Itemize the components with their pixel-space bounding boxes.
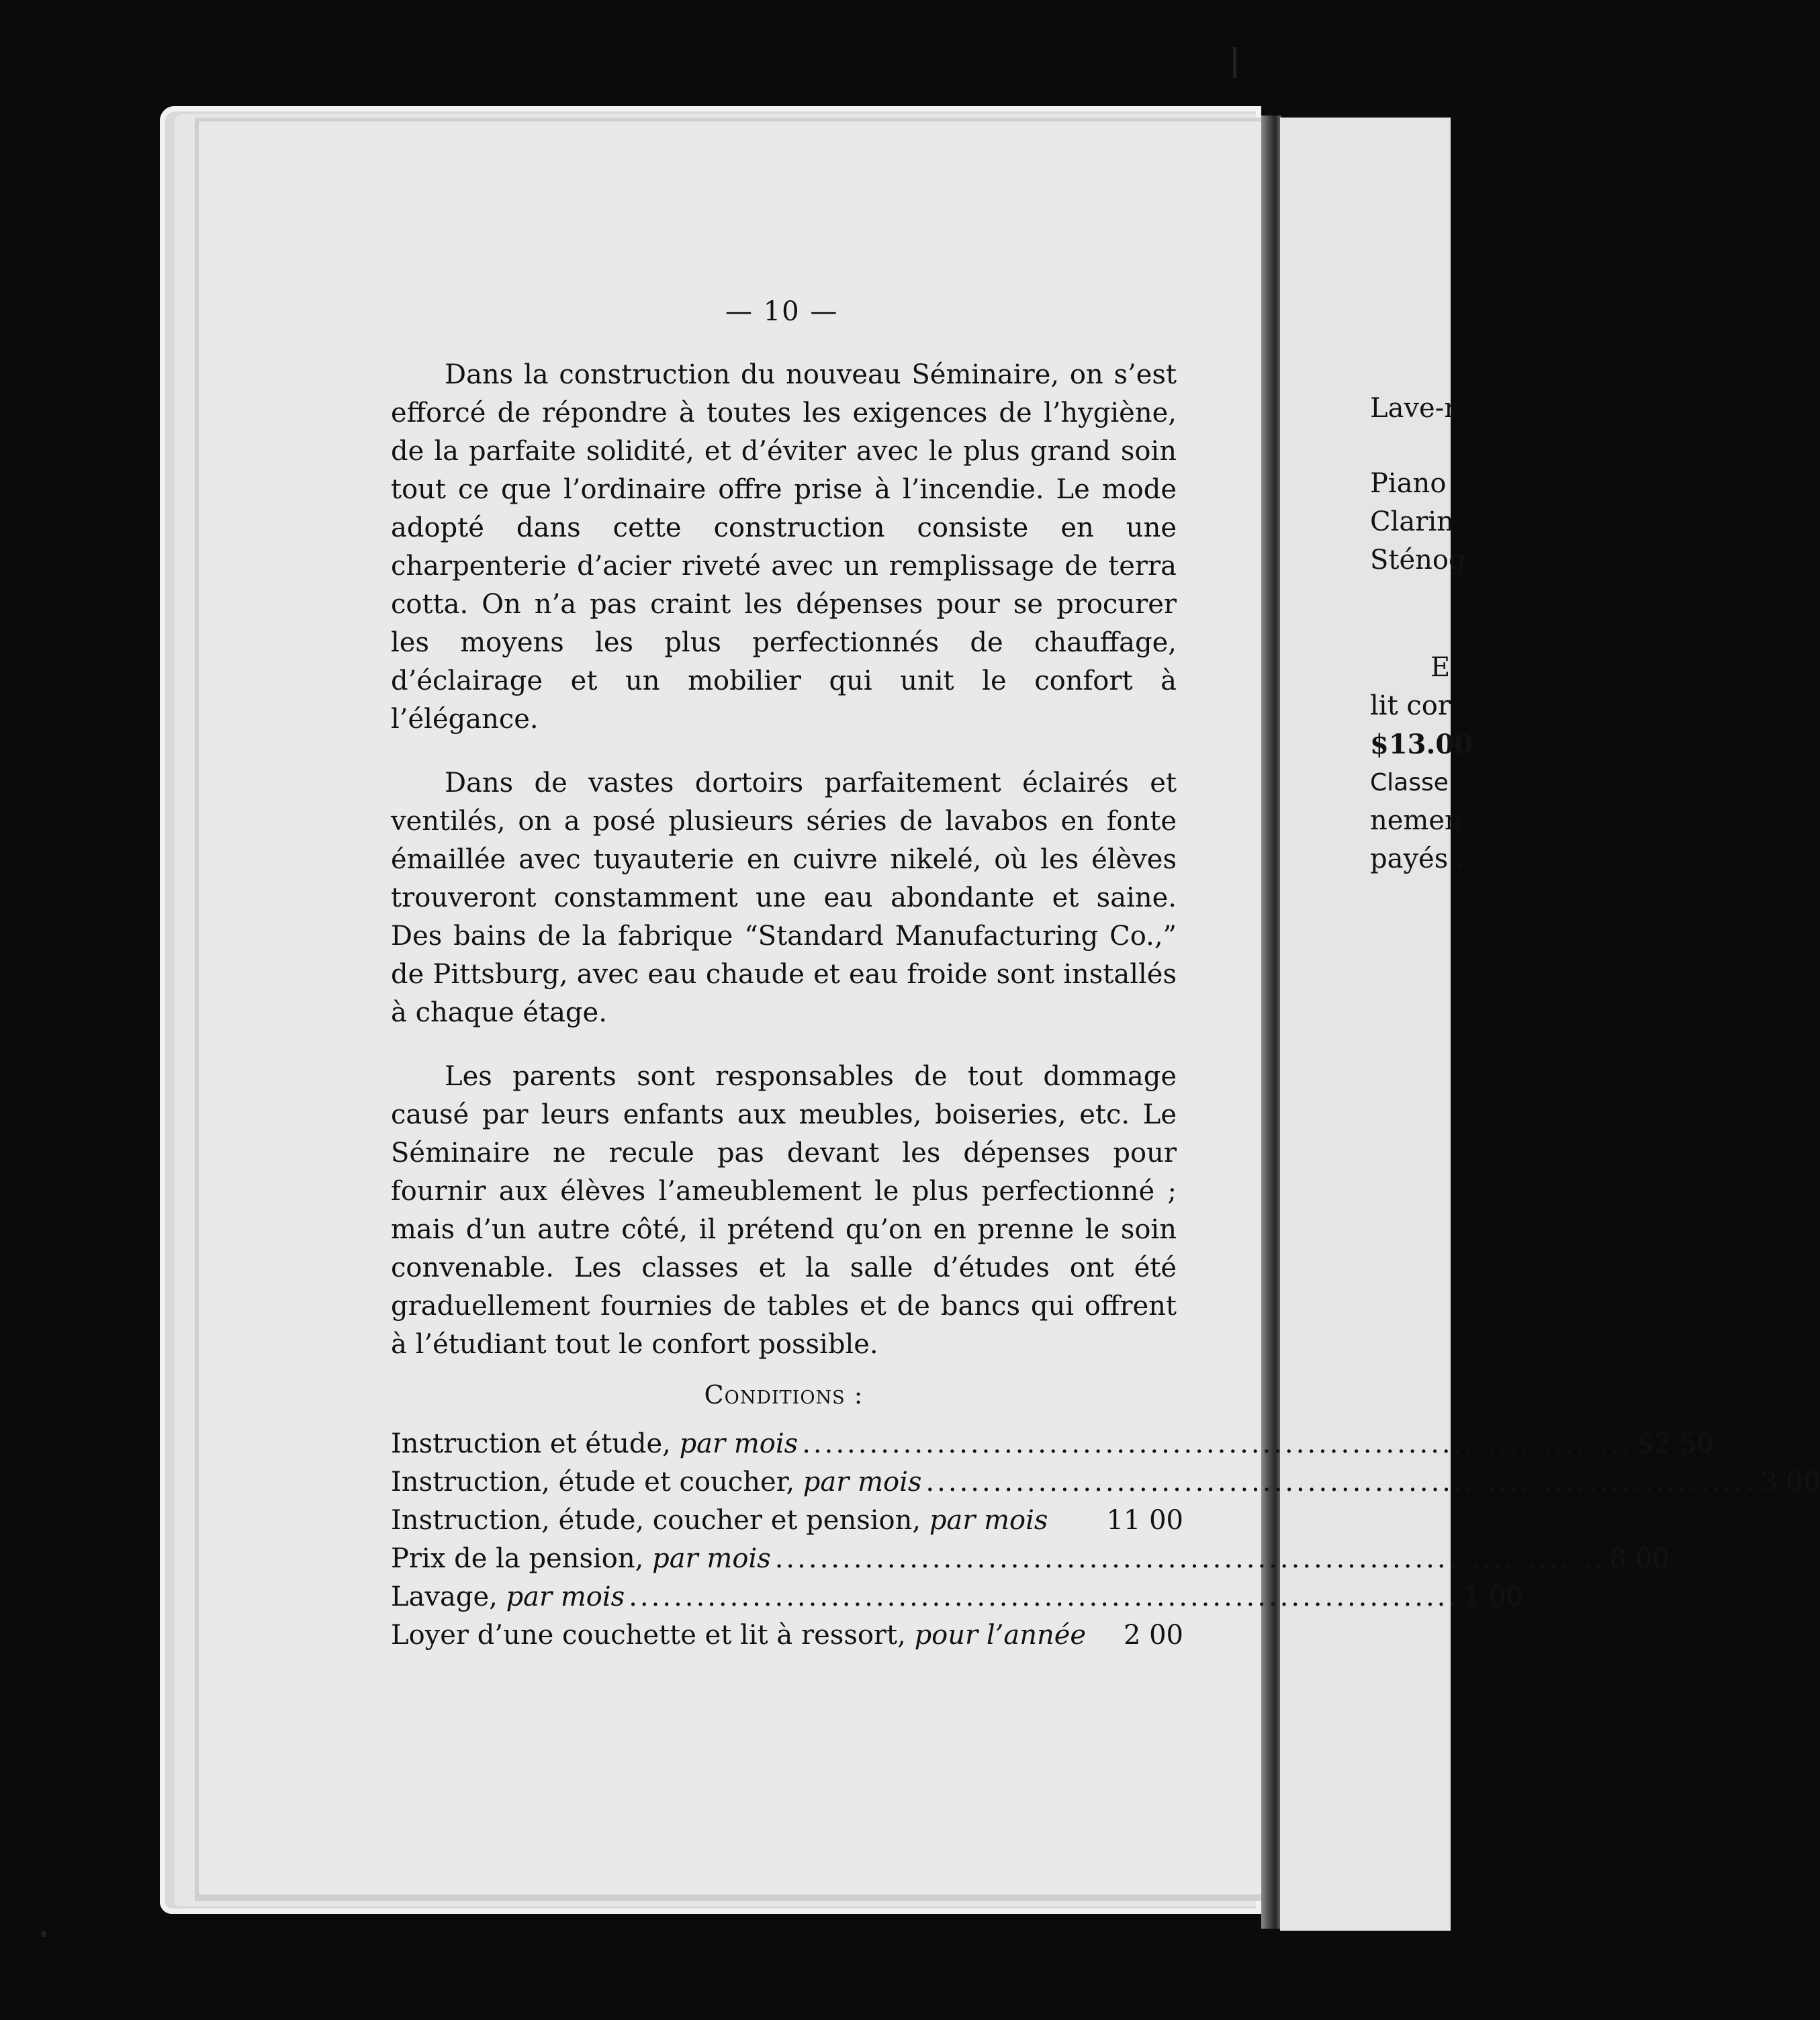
leader-dots: ..........................................................................: [802, 1428, 1633, 1459]
right-fragment: Classe: [1370, 769, 1449, 796]
conditions-table: [391, 1425, 1820, 1655]
rate-row: [391, 1578, 1524, 1616]
right-fragment: Sténog: [1370, 545, 1466, 576]
rate-label: Instruction, étude et coucher, par mois: [391, 1467, 922, 1498]
rate-amount: 2 50: [1653, 1428, 1714, 1459]
rate-row: [391, 1463, 1820, 1502]
paragraph-responsabilite: Les parents sont responsables de tout dommage causé par leurs enfants aux meubles, boiseries, etc. Le Séminaire ne recule pas devant les dépenses pour fournir aux élèves l’ameublement le plus perfectionné ; mais d’un autre côté, il prétend qu’on en prenne le soin convenable. Les classes et la salle d’études ont été graduellement fournies de tables et de bancs qui offrent à l’étudiant tout le confort possible.: [391, 1061, 1177, 1360]
rate-row: [391, 1502, 1183, 1540]
leader-dots: ..........................................................................: [774, 1543, 1606, 1574]
paragraph-construction: Dans la construction du nouveau Séminaire, on s’est efforcé de répondre à toutes les exigences de l’hygiène, de la parfaite solidité, et d’éviter avec le plus grand soin tout ce que l’ordinaire offre prise à l’incendie. Le mode adopté dans cette construction consiste en une charpenterie d’acier riveté avec un remplissage de terra cotta. On n’a pas craint les dépenses pour se procurer les moyens les plus perfectionnés de chauffage, d’éclairage et un mobilier qui unit le confort à l’élégance.: [391, 359, 1177, 735]
rate-amount: 8 00: [1609, 1543, 1670, 1574]
right-fragment: nemen: [1370, 805, 1462, 836]
paragraph-dortoirs: Dans de vastes dortoirs parfaitement éclairés et ventilés, on a posé plusieurs séries de lavabos en fonte émaillée avec tuyauterie en cuivre nikelé, où les élèves trouveront constamment une eau abondante et saine. Des bains de la fabrique “Standard Manufacturing Co.,” de Pittsburg, avec eau chaude et eau froide sont installés à chaque étage.: [391, 768, 1177, 1028]
right-fragment: Piano: [1370, 468, 1447, 499]
right-fragment: $13.00: [1370, 729, 1473, 760]
rate-label: Lavage, par mois: [391, 1581, 625, 1612]
right-fragment: Clarin: [1370, 506, 1454, 537]
page-number: — 10 —: [725, 296, 839, 327]
right-page-text: [1370, 389, 1473, 900]
rate-label: Loyer d’une couchette et lit à ressort, pour l’année: [391, 1620, 1087, 1651]
rate-amount: 11 00: [1106, 1505, 1183, 1536]
rate-row: [391, 1425, 1714, 1463]
rate-currency: $: [1637, 1428, 1654, 1459]
rate-label: Instruction et étude, par mois: [391, 1428, 799, 1459]
rate-amount: 1 00: [1463, 1581, 1524, 1612]
scan-mark: [42, 1931, 46, 1937]
book-gutter: [1261, 116, 1281, 1929]
right-fragment: E: [1430, 652, 1451, 683]
rate-amount: 2 00: [1123, 1620, 1183, 1651]
rate-row: [391, 1540, 1670, 1578]
rate-label: Instruction, étude, coucher et pension, par mois: [391, 1505, 1048, 1536]
right-fragment: lit cor: [1370, 690, 1451, 721]
leader-dots: ..........................................................................: [925, 1467, 1757, 1498]
scan-mark: [1233, 47, 1236, 78]
right-fragment: Lave-r: [1370, 393, 1457, 424]
rate-label: Prix de la pension, par mois: [391, 1543, 771, 1574]
rate-row: [391, 1616, 1183, 1655]
leader-dots: ..........................................................................: [629, 1581, 1460, 1612]
right-fragment: payés .: [1370, 843, 1465, 874]
rate-amount: 3 00: [1760, 1467, 1820, 1498]
conditions-title: Conditions :: [704, 1380, 864, 1410]
